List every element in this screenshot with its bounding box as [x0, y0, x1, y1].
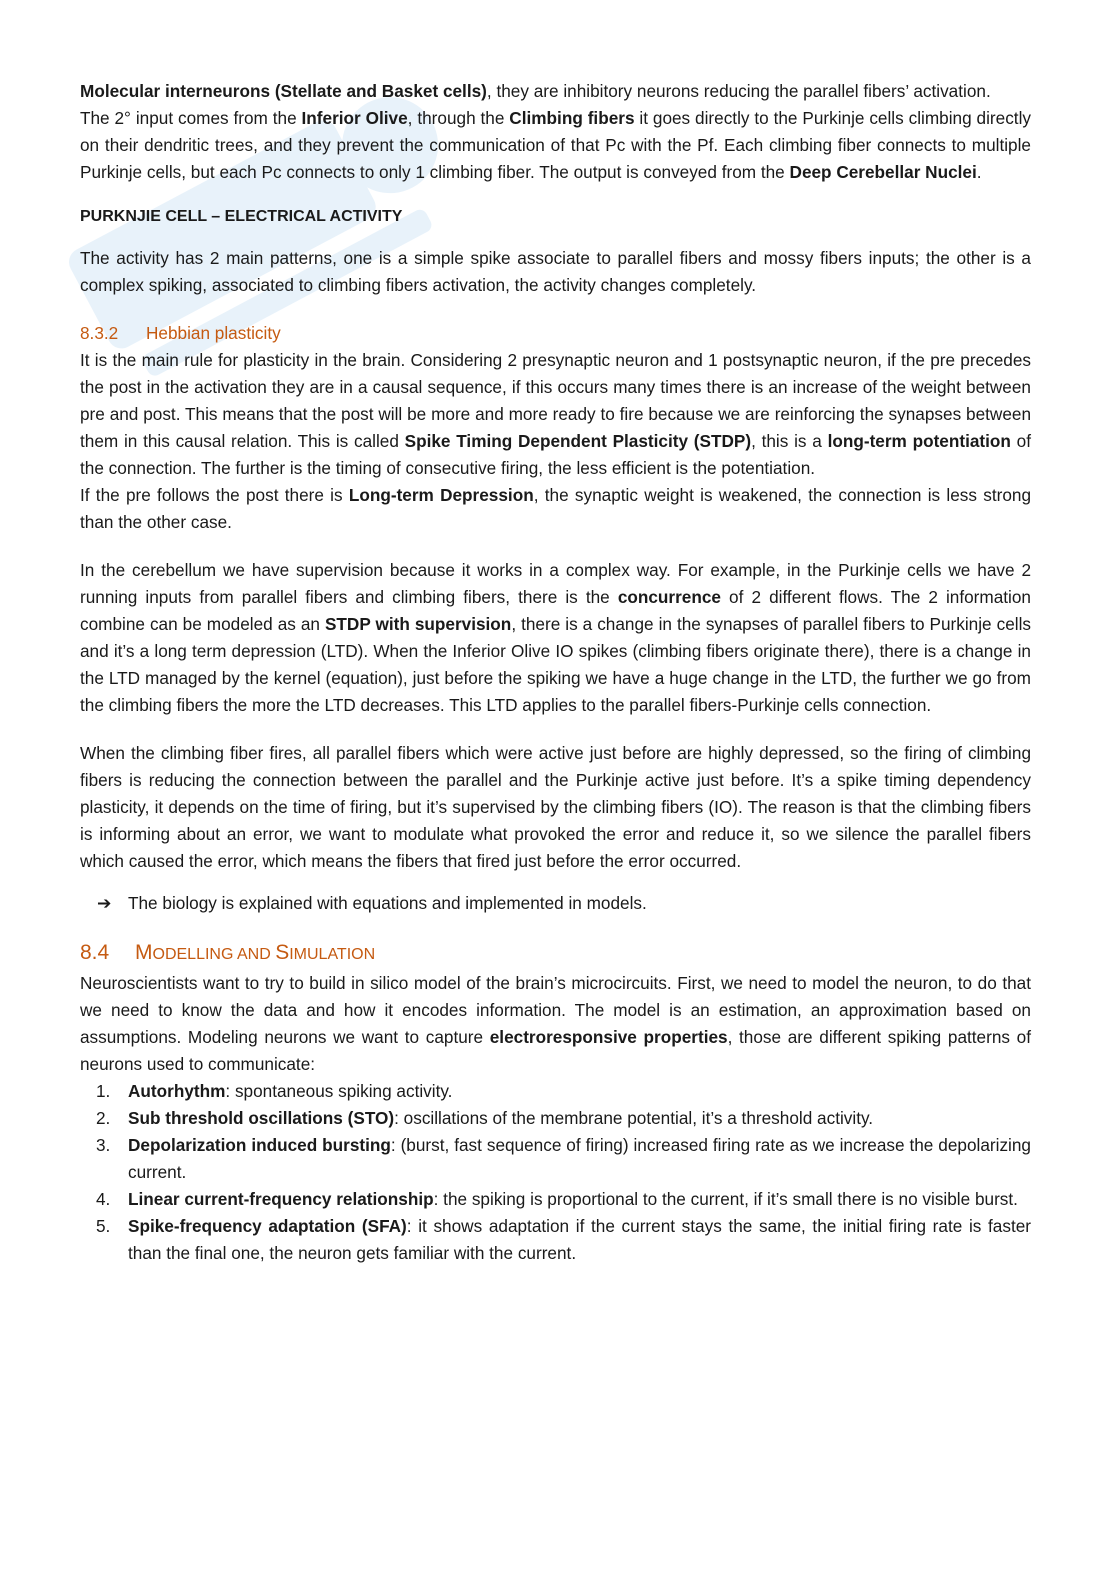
- paragraph-hebbian-rule: It is the main rule for plasticity in the brain. Considering 2 presynaptic neuron and 1 postsynaptic neuron, if the pre precedes the post in the activation they are in a causal sequence, if this occurs many times there is an increase of the weight between pre and post. This means that the post will be more and more ready to fire because we are reinforcing the synapses between them in this causal relation. This is called Spike Timing Dependent Plasticity (STDP), this is a long-term potentiation of the connection. The further is the timing of consecutive firing, the less efficient is the potentiation.: [80, 350, 1032, 478]
- list-item: 3. Depolarization induced bursting: (burst, fast sequence of firing) increased firing rate as we increase the depolarizing current.: [96, 1135, 1031, 1182]
- subheading-hebbian-plasticity: 8.3.2 Hebbian plasticity: [80, 323, 281, 343]
- document-page: [80, 78, 1031, 1267]
- paragraph-activity-patterns: The activity has 2 main patterns, one is a simple spike associate to parallel fibers and mossy fibers inputs; the other is a complex spiking, associated to climbing fibers activation, the activity changes completely.: [80, 248, 1031, 295]
- paragraph-neuroscientists: Neuroscientists want to try to build in silico model of the brain’s microcircuits. First, we need to model the neuron, to do that we need to know the data and how it encodes information. The model is an estimation, an approximation based on assumptions. Modeling neurons we want to capture electroresponsive properties, those are different spiking patterns of neurons used to communicate:: [80, 973, 1031, 1074]
- paragraph-inferior-olive: The 2° input comes from the Inferior Olive, through the Climbing fibers it goes directly to the Purkinje cells climbing directly on their dendritic trees, and they prevent the communication of that Pc with the Pf. Each climbing fiber connects to multiple Purkinje cells, but each Pc connects to only 1 climbing fiber. The output is conveyed from the Deep Cerebellar Nuclei.: [80, 108, 1031, 182]
- list-item: 1. Autorhythm: spontaneous spiking activity.: [96, 1081, 453, 1101]
- paragraph-supervision: In the cerebellum we have supervision because it works in a complex way. For example, in the Purkinje cells we have 2 running inputs from parallel fibers and climbing fibers, there is the concurrence of 2 different flows. The 2 information combine can be modeled as an STDP with supervision, there is a change in the synapses of parallel fibers to Purkinje cells and it’s a long term depression (LTD). When the Inferior Olive IO spikes (climbing fibers originate there), there is a change in the LTD managed by the kernel (equation), just before the spiking we have a huge change in the LTD, the further we go from the climbing fibers the more the LTD decreases. This LTD applies to the parallel fibers-Purkinje cells connection.: [80, 560, 1031, 715]
- paragraph-ltd: If the pre follows the post there is Long-term Depression, the synaptic weight is weakened, the connection is less strong than the other case.: [80, 485, 1031, 532]
- list-item: 5. Spike-frequency adaptation (SFA): it shows adaptation if the current stays the same, the initial firing rate is faster than the final one, the neuron gets familiar with the current.: [96, 1216, 1031, 1263]
- arrow-list-item: ➔ The biology is explained with equations and implemented in models.: [80, 890, 1031, 917]
- paragraph-molecular-interneurons: Molecular interneurons (Stellate and Basket cells), they are inhibitory neurons reducing the parallel fibers’ activation.: [80, 81, 991, 101]
- electroresponsive-properties-list: [80, 1078, 1031, 1267]
- section-heading-modelling-simulation: 8.4 MODELLING AND SIMULATION: [80, 941, 376, 964]
- list-item: 4. Linear current-frequency relationship: the spiking is proportional to the current, if it’s small there is no visible burst.: [96, 1189, 1018, 1209]
- heading-purkinje-electrical-activity: PURKNJIE CELL – ELECTRICAL ACTIVITY: [80, 208, 403, 225]
- paragraph-climbing-fiber-fires: When the climbing fiber fires, all parallel fibers which were active just before are highly depressed, so the firing of climbing fibers is reducing the connection between the parallel and the Purkinje active just before. It’s a spike timing dependency plasticity, it depends on the time of firing, but it’s supervised by the climbing fibers (IO). The reason is that the climbing fibers is informing about an error, we want to modulate what provoked the error and reduce it, so we silence the parallel fibers which caused the error, which means the fibers that fired just before the error occurred.: [80, 743, 1031, 871]
- list-item: 2. Sub threshold oscillations (STO): oscillations of the membrane potential, it’s a threshold activity.: [96, 1108, 874, 1128]
- arrow-right-icon: ➔: [97, 893, 112, 913]
